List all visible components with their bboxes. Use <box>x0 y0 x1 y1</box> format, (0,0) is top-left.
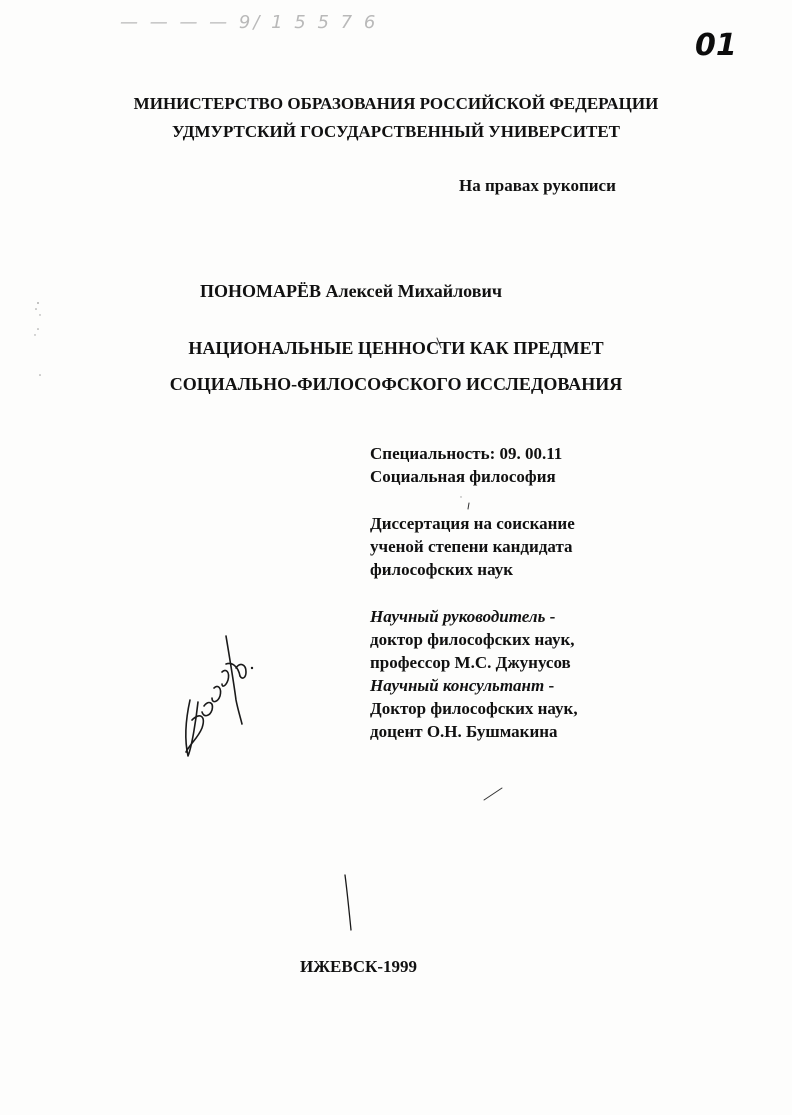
title-line-2: СОЦИАЛЬНО-ФИЛОСОФСКОГО ИССЛЕДОВАНИЯ <box>169 374 623 394</box>
ministry-name: МИНИСТЕРСТВО ОБРАЗОВАНИЯ РОССИЙСКОЙ ФЕДЕРАЦИИ <box>133 94 659 113</box>
supervisor-heading <box>370 605 578 628</box>
dissertation-line-2: ученой степени кандидата <box>370 537 573 556</box>
institution-header <box>0 90 792 146</box>
author-name: ПОНОМАРЁВ Алексей Михайлович <box>200 281 502 301</box>
vertical-pen-stroke <box>345 875 351 930</box>
specialty-code: Специальность: 09. 00.11 <box>370 444 563 463</box>
city-year: ИЖЕВСК-1999 <box>300 957 417 976</box>
consultant-name: доцент О.Н. Бушмакина <box>370 722 558 741</box>
archive-stamp-number: — — — — 9/ 1 5 5 7 6 <box>120 12 379 33</box>
title-line-1: НАЦИОНАЛЬНЫЕ ЦЕННОСТИ КАК ПРЕДМЕТ <box>188 338 604 358</box>
dissertation-line-1: Диссертация на соискание <box>370 514 575 533</box>
dissertation-line-3: философских наук <box>370 560 514 579</box>
consultant-dash: - <box>544 676 555 695</box>
supervisor-dash: - <box>545 607 556 626</box>
specialty-block <box>370 442 562 488</box>
handwritten-page-marker: 01 <box>695 28 737 63</box>
specialty-name: Социальная философия <box>370 467 556 486</box>
university-name: УДМУРТСКИЙ ГОСУДАРСТВЕННЫЙ УНИВЕРСИТЕТ <box>171 122 621 141</box>
manuscript-note: На правах рукописи <box>459 176 616 195</box>
dissertation-title <box>0 330 792 402</box>
consultant-degree: Доктор философских наук, <box>370 699 578 718</box>
author-signature <box>186 636 253 756</box>
supervisor-label: Научный руководитель <box>370 607 546 626</box>
dissertation-type-block <box>370 512 575 581</box>
supervisor-degree: доктор философских наук, <box>370 630 575 649</box>
supervisor-name: профессор М.С. Джунусов <box>370 653 571 672</box>
consultant-label: Научный консультант <box>370 676 545 695</box>
advisors-block <box>370 605 578 743</box>
consultant-heading <box>370 674 578 697</box>
